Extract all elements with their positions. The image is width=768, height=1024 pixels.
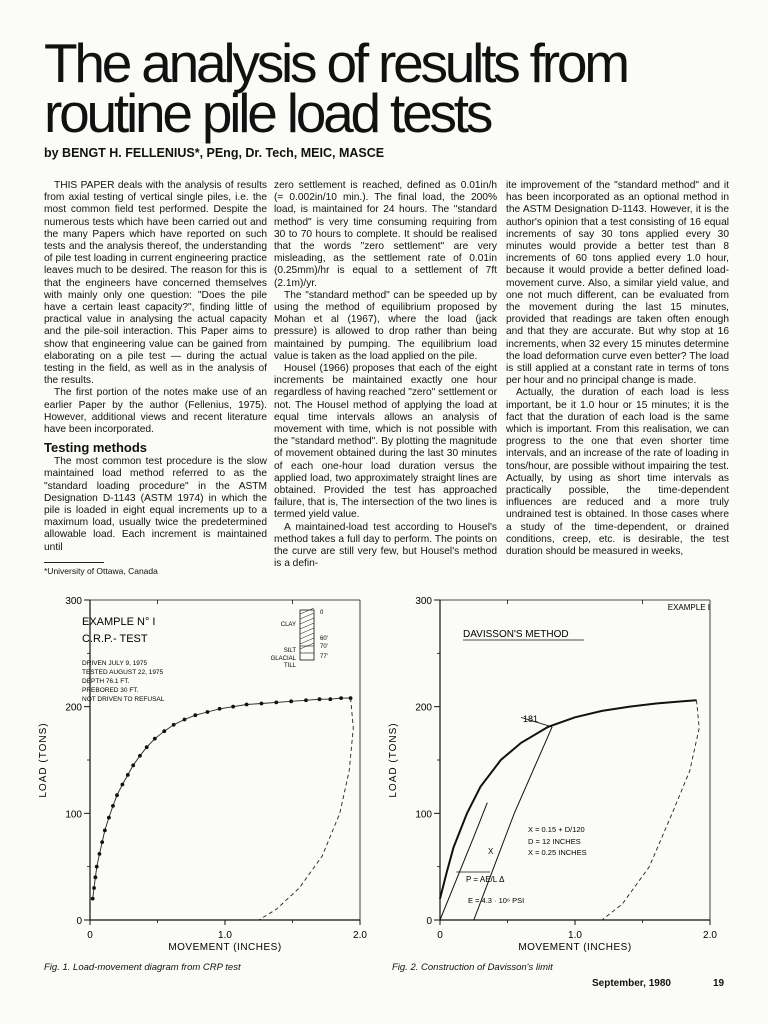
- fig1-data-point: [121, 783, 125, 787]
- fig1-data-point: [274, 701, 278, 705]
- x-tick-label: 2.0: [353, 930, 367, 941]
- fig1-marks: [91, 696, 354, 920]
- soil-hatch: [300, 613, 314, 619]
- fig1-data-point: [131, 763, 135, 767]
- fig1-box-sub: C.R.P.- TEST: [82, 633, 148, 645]
- soil-depth-label: 77': [320, 654, 328, 660]
- fig1-data-point: [98, 852, 102, 856]
- paragraph: A maintained-load test according to Housel's method takes a full day to perform. The points on the curve are still very few, but Housel's method is a defin-: [274, 521, 497, 570]
- paragraph: zero settlement is reached, defined as 0.01in/h (= 0.002in/10 min.). The final load, the 200% load, is maintained for 24 hours. The "standard method" is very time consuming requiring from 30 to 70 hours to complete. It should be realised that the words "zero settlement" are very misleading, as the settlement rate of 0.01in (0.25mm)/hr is equal to a settlement of 7ft (2.1m)/yr.: [274, 180, 497, 289]
- y-tick-label: 200: [415, 702, 432, 714]
- fig1-note-line: NOT DRIVEN TO REFUSAL: [82, 696, 165, 703]
- fig1-data-point: [304, 698, 308, 702]
- paragraph: The first portion of the notes make use of an earlier Paper by the author (Fellenius, 1975). However, additional views and recent literature have been incorporated.: [44, 387, 267, 436]
- text-column-1: [44, 180, 267, 554]
- y-axis-label: LOAD (TONS): [38, 722, 49, 798]
- fig2-offset-line: [474, 727, 552, 920]
- x-axis-label: MOVEMENT (INCHES): [518, 942, 632, 953]
- fig1-data-point: [339, 696, 343, 700]
- fig1-data-point: [183, 718, 187, 722]
- figure-1-chart: [30, 590, 380, 960]
- paragraph: Actually, the duration of each load is less important, be it 1.0 hour or 15 minutes; it is the fact that the duration of each load is the same which is important. From this realisation, we can progress to the one that even shorter time intervals, and an increase of the rate of loading in tons/hour, are possible without impairing the test. Actually, by using as short time intervals as practically possible, the time-dependent influences are reduced and a more truly undrained test is obtained. In those cases where a study of the time-dependent, or drained conditions, creep, etc. is desirable, the test duration should be measured in weeks,: [506, 387, 729, 558]
- x-tick-label: 0: [437, 930, 443, 941]
- fig1-data-point: [94, 875, 98, 879]
- soil-label: SILT: [283, 648, 296, 654]
- x-axis-label: MOVEMENT (INCHES): [168, 942, 282, 953]
- fig1-data-point: [231, 705, 235, 709]
- soil-hatch: [300, 633, 314, 639]
- fig2-marks: [440, 700, 699, 920]
- fig1-notes: [82, 660, 165, 703]
- soil-depth-label: 60': [320, 636, 328, 642]
- fig1-data-point: [103, 829, 107, 833]
- fig2-formula-x: X = 0.15 + D/120: [528, 825, 585, 834]
- title-line-1: The analysis of results from: [44, 32, 627, 94]
- byline: by BENGT H. FELLENIUS*, PEng, Dr. Tech, MEIC, MASCE: [44, 146, 385, 160]
- x-tick-label: 0: [87, 930, 93, 941]
- fig1-note-line: TESTED AUGUST 22, 1975: [82, 669, 164, 676]
- fig2-method-title: DAVISSON'S METHOD: [463, 629, 569, 640]
- fig1-box-title: EXAMPLE N° I: [82, 616, 156, 628]
- fig1-data-point: [260, 702, 264, 706]
- fig1-data-point: [289, 699, 293, 703]
- fig1-data-point: [218, 707, 222, 711]
- page-number: 19: [713, 978, 725, 989]
- soil-hatch: [300, 628, 314, 634]
- paragraph: The most common test procedure is the slow maintained load method referred to as the "standard loading procedure" in the ASTM Designation D-1143 (ASTM 1974) in which the pile is loaded in eight equal increments up to a maximum load, usually twice the predetermined allowable load. Each increment is maintained until: [44, 456, 267, 553]
- fig1-data-point: [126, 773, 130, 777]
- fig1-data-point: [206, 710, 210, 714]
- x-tick-label: 1.0: [218, 930, 232, 941]
- soil-label: TILL: [283, 663, 296, 669]
- fig1-data-point: [91, 897, 95, 901]
- fig1-data-point: [95, 865, 99, 869]
- fig1-data-point: [107, 816, 111, 820]
- text-column-2: [274, 180, 497, 571]
- fig2-formula-d: D = 12 INCHES: [528, 837, 581, 846]
- paragraph: THIS PAPER deals with the analysis of results from axial testing of vertical single piles, i.e. the most common field test performed. Despite the numerous tests which have been carried out and the many Papers which have reported on such tests and the analysis thereof, the understanding of pile test loading in current engineering practice leaves much to be desired. The reason for this is that the engineers have concerned themselves with mainly only one question: "Does the pile have a certain least capacity?", finding little of practical value in analysing the actual capacity and the pile-soil interaction. This Paper aims to show that engineering value can be gained from elaborating on a pile test — during the actual testing in the field, as well as in the analysis of the results.: [44, 180, 267, 387]
- y-tick-label: 300: [415, 596, 432, 607]
- fig1-load-curve: [93, 698, 351, 899]
- fig1-data-point: [172, 723, 176, 727]
- fig1-data-point: [145, 745, 149, 749]
- fig1-axes: [38, 596, 367, 953]
- y-axis-label: LOAD (TONS): [388, 722, 399, 798]
- fig2-unload-curve: [602, 700, 699, 920]
- fig1-data-point: [111, 804, 115, 808]
- paragraph: Housel (1966) proposes that each of the eight increments be maintained exactly one hour regardless of having reached "zero" settlement or not. The Housel method of applying the load at equal time intervals allows an analysis of movement with time, which is not possible with the "standard method". By plotting the magnitude of movement obtained during the last 30 minutes of each one-hour load duration versus the applied load, two approximately straight lines are obtained. Provided the test has approached failure, that is, The intersection of the two lines is termed yield value.: [274, 363, 497, 521]
- fig1-note-line: DEPTH 76.1 FT.: [82, 678, 130, 685]
- fig2-formula-p: P = AE/L Δ: [466, 875, 505, 884]
- soil-hatch: [300, 638, 314, 644]
- fig2-x-marker: X: [488, 847, 494, 856]
- fig2-limit-value: 181: [523, 714, 539, 724]
- fig1-data-point: [245, 703, 249, 707]
- fig1-data-point: [162, 729, 166, 733]
- fig1-note-line: DRIVEN JULY 9, 1975: [82, 660, 148, 667]
- fig2-load-curve: [440, 700, 697, 898]
- footnote-rule: [44, 562, 104, 563]
- fig1-data-point: [193, 713, 197, 717]
- soil-label: CLAY: [280, 622, 296, 628]
- x-tick-label: 2.0: [703, 930, 717, 941]
- text-column-3: [506, 180, 729, 558]
- fig2-axes: [388, 596, 717, 953]
- fig1-data-point: [100, 840, 104, 844]
- y-tick-label: 200: [65, 702, 82, 714]
- fig1-data-point: [318, 697, 322, 701]
- fig1-caption: Fig. 1. Load-movement diagram from CRP test: [44, 962, 241, 973]
- y-tick-label: 100: [415, 809, 432, 821]
- x-tick-label: 1.0: [568, 930, 582, 941]
- y-tick-label: 0: [426, 916, 432, 927]
- fig1-note-line: PREBORED 30 FT.: [82, 687, 139, 694]
- soil-hatch: [300, 618, 314, 624]
- soil-hatch: [300, 623, 314, 629]
- soil-hatch: [300, 608, 314, 614]
- y-tick-label: 100: [65, 809, 82, 821]
- footer-date: September, 1980: [592, 978, 671, 989]
- fig1-unload-curve: [259, 698, 354, 920]
- fig1-data-point: [328, 697, 332, 701]
- fig1-soil-profile: [271, 608, 328, 669]
- footnote: *University of Ottawa, Canada: [44, 566, 158, 576]
- fig1-data-point: [138, 754, 142, 758]
- section-heading: Testing methods: [44, 440, 148, 456]
- fig1-data-point: [153, 737, 157, 741]
- fig2-example-label: EXAMPLE I: [667, 603, 710, 612]
- fig1-data-point: [92, 886, 96, 890]
- fig2-caption: Fig. 2. Construction of Davisson's limit: [392, 962, 553, 973]
- article-title: [44, 32, 724, 144]
- paragraph: ite improvement of the "standard method" and it has been incorporated as an optional method in the ASTM Designation D-1143. However, it is the author's opinion that a test consisting of 16 equal increments of say 30 tons applied every 30 minutes would provide a better test than 8 increments of 60 tons applied every 1.0 hour, because it would provide a better defined load-movement curve. Also, a similar yield value, and one not much different, can be evaluated from the movement during the last 15 minutes, provided that readings are taken often enough and that they are accurate. But why stop at 16 increments, when 32 every 15 minutes determine the load deformation curve even better? The load is still applied at a constant rate in terms of tons per hour and no principal change is made.: [506, 180, 729, 387]
- title-line-2: routine pile load tests: [44, 82, 491, 144]
- fig2-formula-x-val: X = 0.25 INCHES: [528, 848, 587, 857]
- soil-depth-label: 70': [320, 644, 328, 650]
- soil-label: GLACIAL: [270, 656, 296, 662]
- figure-2-chart: [380, 590, 730, 960]
- fig1-data-point: [115, 793, 119, 797]
- y-tick-label: 0: [76, 916, 82, 927]
- soil-column: [300, 610, 314, 660]
- fig2-formula-e: E = 4.3 · 10⁶ PSI: [468, 896, 525, 905]
- soil-depth-label: 0: [320, 610, 324, 616]
- paragraph: The "standard method" can be speeded up by using the method of equilibrium proposed by Mohan et al (1967), where the load (jack pressure) is allowed to drop rather than being maintained by pumping. The equilibrium load value is taken as the load applied on the pile.: [274, 289, 497, 362]
- y-tick-label: 300: [65, 596, 82, 607]
